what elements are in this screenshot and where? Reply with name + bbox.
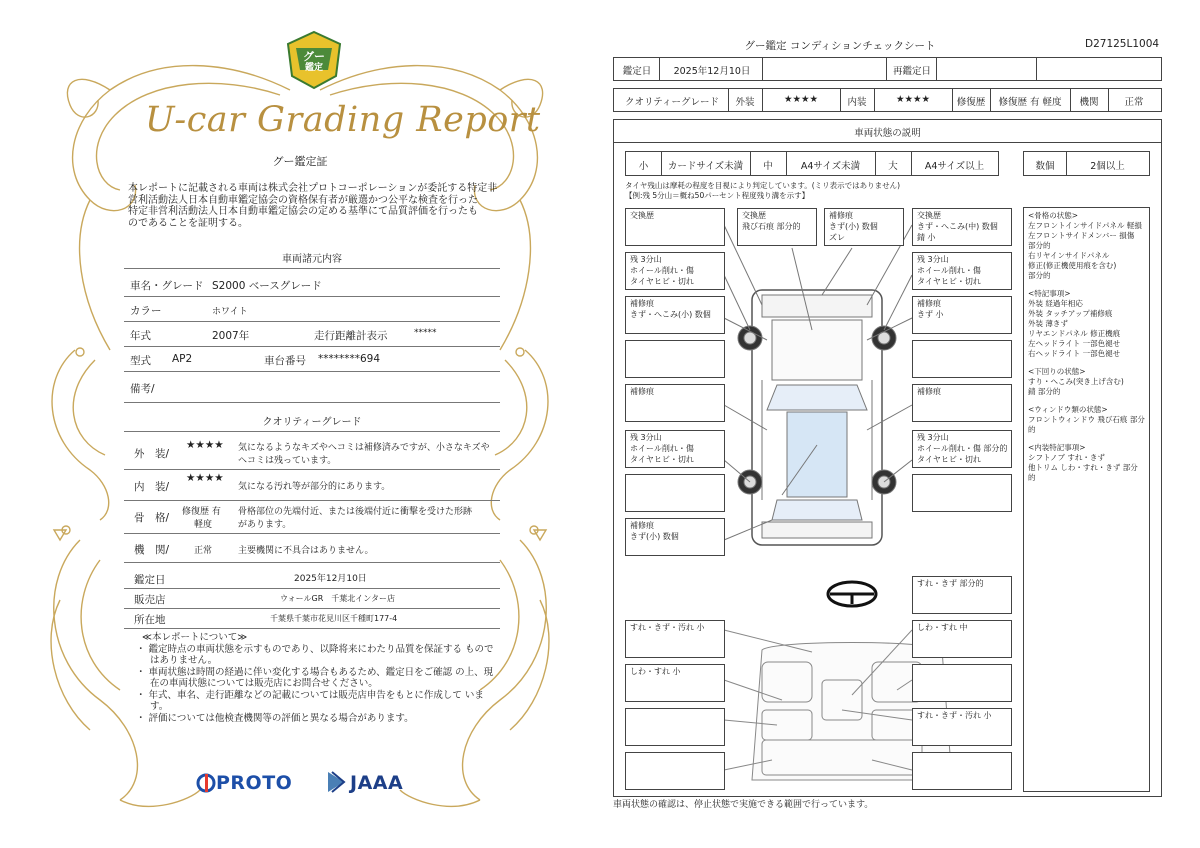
int-box-steering — [912, 576, 1012, 614]
engine-desc: 主要機関に不具合はありません。 — [238, 546, 374, 556]
ext-note: タイヤヒビ・切れ — [917, 277, 981, 286]
exterior-grade: ★★★★ — [783, 94, 819, 105]
interior-label: 内 装/ — [134, 481, 170, 493]
shop-label: 販売店 — [134, 594, 166, 606]
quality-section-title: クオリティーグレード — [262, 417, 362, 428]
ext-note: 残 3分山 — [630, 255, 662, 264]
int-note: しわ・すれ 小 — [630, 667, 681, 676]
condition-section-title: 車両状態の説明 — [854, 128, 921, 139]
note-line: 左フロントインサイドパネル 軽損 — [1028, 221, 1142, 230]
quality-row-interior — [124, 470, 500, 501]
ext-note: 交換歴 — [917, 211, 941, 220]
int-box-right-4 — [912, 752, 1012, 790]
shop-value: ウォールGR 千葉北インター店 — [280, 594, 395, 603]
engine-label: 機 関/ — [134, 544, 170, 556]
count-legend — [1023, 151, 1150, 176]
note-heading: <ウィンドウ類の状態> — [1028, 405, 1108, 414]
ext-note: 補修痕 — [829, 211, 853, 220]
note-line: 右ヘッドライト 一部色褪せ — [1028, 349, 1121, 358]
ext-note: きず(小) 数個 — [829, 222, 878, 231]
model-label: 型式 — [130, 355, 151, 367]
note-line: 部分的 — [1028, 271, 1051, 280]
color-value: ホワイト — [212, 307, 248, 317]
year-label: 年式 — [130, 330, 151, 342]
spec-row-name — [124, 272, 500, 297]
interior-grade: ★★★★ — [895, 94, 931, 105]
sheet-footer-note: 車両状態の確認は、停止状態で実施できる範囲で行っています。 — [613, 800, 874, 810]
int-box-left-3 — [625, 708, 725, 746]
note-item: ・ 年式、車名、走行距離などの記載については販売店申告をもとに作成して います。 — [136, 689, 484, 712]
ext-box-rear-right-tire — [912, 430, 1012, 468]
statement-line: のであることを証明する。 — [128, 217, 248, 229]
report-notes — [136, 632, 500, 724]
ext-note: 補修痕 — [917, 299, 941, 308]
size-legend — [625, 151, 999, 176]
int-box-right-2 — [912, 664, 1012, 702]
ext-box-left-step — [625, 340, 725, 378]
ext-box-rear-left-quarter — [625, 474, 725, 512]
ext-box-left-rear — [625, 384, 725, 422]
name-value: S2000 ベースグレード — [212, 280, 322, 292]
color-label: カラー — [130, 305, 162, 317]
legend-large: 大 — [888, 161, 898, 172]
ext-box-hood — [824, 208, 904, 246]
interior-grade: ★★★★ — [186, 472, 224, 484]
spec-row-remarks — [124, 372, 500, 403]
ext-note: タイヤヒビ・切れ — [630, 277, 694, 286]
certificate-title: グー鑑定証 — [272, 155, 328, 168]
engine-grade: 正常 — [194, 546, 213, 556]
engine-value: 正常 — [1124, 97, 1144, 108]
ext-box-front-left-tire — [625, 252, 725, 290]
goo-appraisal-badge — [286, 30, 342, 90]
ext-note: 錆 小 — [917, 233, 936, 242]
int-box-left-1 — [625, 620, 725, 658]
exterior-desc: ヘコミは残っています。 — [238, 456, 337, 466]
ext-box-front-left-fender — [625, 208, 725, 246]
address-value: 千葉県千葉市花見川区千種町177-4 — [270, 614, 398, 623]
ext-note: 交換歴 — [630, 211, 654, 220]
script-title: U-car Grading Report — [145, 100, 541, 140]
note-line: 右リヤインサイドパネル — [1028, 251, 1110, 260]
spec-row-model — [124, 347, 500, 372]
note-line: フロントウィンドウ 飛び石痕 部分的 — [1028, 415, 1145, 434]
legend-mid-desc: A4サイズ未満 — [800, 161, 861, 172]
jaaa-logo: JAAA — [350, 772, 404, 794]
ext-note: 飛び石痕 部分的 — [742, 222, 801, 231]
remarks-label: 備考/ — [130, 383, 155, 395]
frame-desc: があります。 — [238, 520, 292, 530]
appraisal-date-row — [124, 566, 500, 589]
frame-desc: 骨格部位の先端付近、または後端付近に衝撃を受けた形跡 — [238, 507, 473, 517]
condition-section-header — [613, 119, 1162, 143]
engine-label: 機関 — [1079, 97, 1099, 108]
note-gap — [1028, 281, 1145, 289]
statement-line: 特定非営利活動法人日本自動車鑑定協会の定める基準にて品質評価を行ったも — [128, 206, 478, 217]
exterior-label: 外 装/ — [134, 448, 170, 460]
ext-box-rear-right-quarter — [912, 474, 1012, 512]
ext-note: 残 3分山 — [630, 433, 662, 442]
quality-grade-table — [613, 88, 1162, 112]
spec-row-color — [124, 297, 500, 322]
note-heading: <内装特記事項> — [1028, 443, 1086, 452]
int-note: すれ・きず 部分的 — [917, 579, 984, 588]
ext-box-rear-left-tire — [625, 430, 725, 468]
ext-note: 残 3分山 — [917, 433, 949, 442]
note-line: 左ヘッドライト 一部色褪せ — [1028, 339, 1121, 348]
appraisal-date-value: 2025年12月10日 — [294, 574, 367, 584]
int-note: しわ・すれ 中 — [917, 623, 968, 632]
interior-desc: 気になる汚れ等が部分的にあります。 — [238, 482, 391, 492]
note-line: 外装 経過年相応 — [1028, 299, 1083, 308]
note-heading: <特記事項> — [1028, 289, 1071, 298]
int-box-left-4 — [625, 752, 725, 790]
note-line: 他トリム しわ・すれ・きず 部分的 — [1028, 463, 1138, 482]
document-id: D27125L1004 — [1085, 38, 1160, 50]
legend-small-desc: カードサイズ未満 — [667, 161, 744, 172]
note-item: ・ 評価については他検査機関等の評価と異なる場合があります。 — [136, 712, 414, 724]
int-box-right-1 — [912, 620, 1012, 658]
chassis-label: 車台番号 — [264, 355, 306, 367]
ext-box-front-right-fender — [912, 208, 1012, 246]
jaaa-logo-icon — [326, 770, 346, 794]
badge-brand-text: グー — [303, 50, 325, 63]
note-line: シフトノブ すれ・きず — [1028, 453, 1105, 462]
quality-grade-label: クオリティーグレード — [624, 97, 720, 108]
note-line: 錆 部分的 — [1028, 387, 1061, 396]
ext-note: 交換歴 — [742, 211, 766, 220]
ext-note: きず・へこみ(小) 数個 — [630, 310, 711, 319]
reappraisal-date-label: 再鑑定日 — [892, 66, 931, 77]
ext-note: ホイール削れ・傷 — [630, 266, 694, 275]
notes-title: ≪本レポートについて≫ — [142, 632, 248, 643]
ext-note: タイヤヒビ・切れ — [630, 455, 694, 464]
ext-note: 補修痕 — [917, 387, 941, 396]
int-note: すれ・きず・汚れ 小 — [917, 711, 992, 720]
proto-logo: PROTO — [216, 772, 293, 794]
certificate-statement — [128, 183, 498, 229]
mileage-label: 走行距離計表示 — [314, 330, 388, 342]
badge-label-text: 鑑定 — [304, 63, 323, 73]
exterior-grade: ★★★★ — [186, 439, 224, 451]
note-gap — [1028, 435, 1145, 443]
divider — [124, 431, 500, 432]
note-heading: <下回りの状態> — [1028, 367, 1086, 376]
note-line: 部分的 — [1028, 241, 1051, 250]
ext-note: ホイール削れ・傷 部分的 — [917, 444, 1008, 453]
note-item: ・ 車両状態は時間の経過に伴い変化する場合もあるため、鑑定日をご確認 の上、現在の車両状態については販売店にお問合せください。 — [136, 666, 494, 689]
spec-row-year — [124, 322, 500, 347]
note-gap — [1028, 397, 1145, 405]
legend-count-desc: 2個以上 — [1090, 161, 1125, 172]
ext-box-rear-bumper — [625, 518, 725, 556]
statement-line: 営利活動法人日本自動車鑑定協会の資格保有者が厳選かつ公平な検査を行った — [128, 194, 478, 206]
statement-line: 本レポートに記載される車両は株式会社プロトコーポレーションが委託する特定非 — [128, 183, 498, 194]
sheet-date-value: 2025年12月10日 — [673, 66, 751, 77]
ext-box-right-rear — [912, 384, 1012, 422]
address-row — [124, 609, 500, 629]
quality-row-exterior — [124, 435, 500, 470]
interior-label: 内装 — [847, 97, 867, 108]
note-heading: <骨格の状態> — [1028, 211, 1079, 220]
ext-note: きず(小) 数個 — [630, 532, 679, 541]
ext-note: 補修痕 — [630, 387, 654, 396]
repair-history-value: 修復歴 有 軽度 — [998, 97, 1062, 108]
mileage-value: ***** — [414, 328, 437, 338]
ext-note: きず・へこみ(中) 数個 — [917, 222, 998, 231]
note-line: 外装 薄きず — [1028, 319, 1068, 328]
chassis-value: ********694 — [318, 353, 381, 365]
ext-box-left-door — [625, 296, 725, 334]
sheet-title: グー鑑定 コンディションチェックシート — [744, 40, 936, 52]
ext-note: タイヤヒビ・切れ — [917, 455, 981, 464]
quality-row-frame — [124, 501, 500, 534]
quality-row-engine — [124, 534, 500, 563]
address-label: 所在地 — [134, 614, 166, 626]
note-item: ・ 鑑定時点の車両状態を示すものであり、以降将来にわたり品質を保証する ものではありません。 — [136, 643, 494, 666]
exterior-label: 外装 — [735, 97, 755, 108]
shop-row — [124, 589, 500, 609]
model-value: AP2 — [172, 353, 193, 365]
ext-box-right-door — [912, 296, 1012, 334]
int-box-right-3 — [912, 708, 1012, 746]
note-line: リヤエンドパネル 修正機痕 — [1028, 329, 1121, 338]
legend-small: 小 — [638, 161, 649, 172]
note-line: 外装 タッチアップ補修痕 — [1028, 309, 1113, 318]
ext-note: 補修痕 — [630, 299, 654, 308]
legend-mid: 中 — [763, 161, 773, 172]
ext-note: ホイール削れ・傷 — [917, 266, 981, 275]
note-line: 修正(修正機使用痕を含む) — [1028, 261, 1117, 270]
ext-note: 補修痕 — [630, 521, 654, 530]
frame-grade: 修復歴 有 — [182, 507, 221, 517]
repair-history-label: 修復歴 — [956, 97, 986, 108]
frame-label: 骨 格/ — [134, 512, 170, 524]
note-line: すり・へこみ(突き上げ含む) — [1028, 377, 1124, 386]
note-gap — [1028, 359, 1145, 367]
ext-note: きず 小 — [917, 310, 944, 319]
ext-box-front-right-tire — [912, 252, 1012, 290]
tire-note-example: 【例:残 5分山＝概ね50パーセント程度残り溝を示す】 — [625, 191, 810, 200]
appraisal-date-label: 鑑定日 — [134, 574, 166, 586]
appraisal-date-table — [613, 57, 1162, 81]
ext-note: 残 3分山 — [917, 255, 949, 264]
note-line: 左フロントサイドメンバー 損傷 — [1028, 231, 1135, 240]
tire-note: タイヤ残山は摩耗の程度を目視により判定しています。(ミリ表示ではありません) — [625, 181, 901, 190]
sheet-date-label: 鑑定日 — [622, 66, 652, 77]
legend-count: 数個 — [1035, 161, 1055, 172]
int-note: すれ・きず・汚れ 小 — [630, 623, 705, 632]
name-label: 車名・グレード — [130, 280, 204, 292]
condition-notes — [1023, 207, 1150, 792]
spec-section-title: 車両諸元内容 — [282, 254, 342, 265]
year-value: 2007年 — [212, 330, 250, 342]
divider — [124, 268, 500, 269]
exterior-desc: 気になるようなキズやヘコミは補修済みですが、小さなキズや — [238, 443, 490, 453]
legend-large-desc: A4サイズ以上 — [924, 161, 985, 172]
int-box-left-2 — [625, 664, 725, 702]
frame-grade: 軽度 — [194, 520, 213, 530]
ext-box-right-step — [912, 340, 1012, 378]
ext-box-front-bumper — [737, 208, 817, 246]
proto-logo-icon — [196, 772, 216, 794]
ext-note: ホイール削れ・傷 — [630, 444, 694, 453]
ext-note: ズレ — [829, 233, 845, 242]
